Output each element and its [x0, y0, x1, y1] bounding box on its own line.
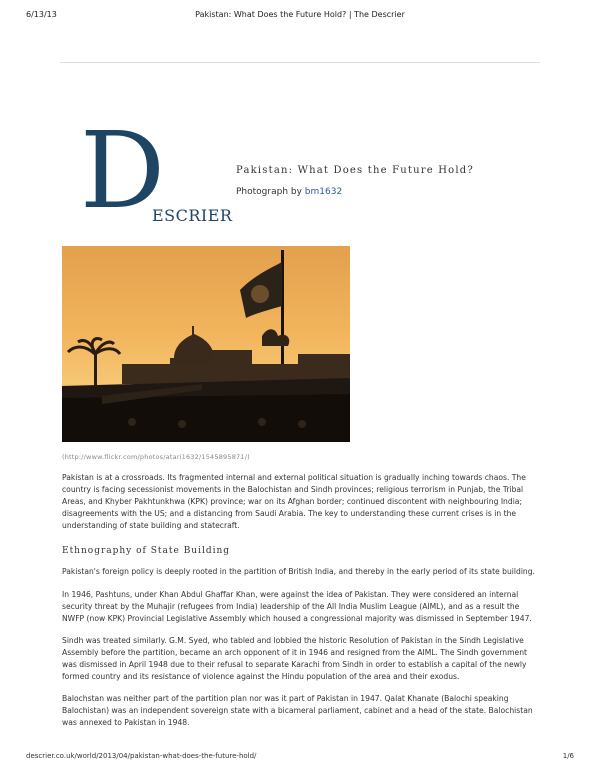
print-url: descrier.co.uk/world/2013/04/pakistan-what-does-the-future-hold/	[26, 752, 257, 760]
paragraph-4: Sindh was treated similarly. G.M. Syed, who tabled and lobbied the historic Resolution of Pakistan in the Sindh Legislative Assembly before the partition, became an arch opponent of it in 1946 and resigned from the AIML. The Sindh government was dismissed in April 1948 due to their refusal to separate Karachi from Sindh in order to establish a capital of the newly formed country and its resistance of violence against the Hindu population of the area and their exodus.	[62, 636, 527, 681]
article-photo	[62, 246, 350, 442]
section-heading: Ethnography of State Building	[62, 546, 231, 556]
header-divider	[60, 62, 540, 63]
article-title: Pakistan: What Does the Future Hold?	[236, 165, 474, 176]
paragraph-5: Balochstan was neither part of the partition plan nor was it part of Pakistan in 1947. Qalat Khanate (Balochi speaking Balochistan) was an independent sovereign state with a bicameral parliament, cabinet and a head of the state. Balochistan was annexed to Pakistan in 1948.	[62, 694, 533, 727]
page-number: 1/6	[562, 752, 574, 760]
photo-credit-prefix: Photograph by	[236, 187, 305, 197]
paragraph-2: Pakistan's foreign policy is deeply rooted in the partition of British India, and thereby in the early period of its state building.	[62, 567, 535, 576]
flag-silhouette-photo	[62, 246, 350, 442]
photo-source-caption[interactable]: (http://www.flickr.com/photos/atari1632/1545895871/)	[62, 453, 250, 461]
photo-author-link[interactable]: bm1632	[304, 187, 343, 197]
paragraph-3: In 1946, Pashtuns, under Khan Abdul Ghaffar Khan, were against the idea of Pakistan. They were considered an internal security threat by the Muhajir (refugees from India) leadership of the All India Muslim League (AIML), and as a result the NWFP (now KPK) Provincial Legislative Assembly which housed a congressional majority was dismissed in September 1947.	[62, 590, 532, 623]
descrier-logo[interactable]	[80, 109, 233, 232]
print-date: 6/13/13	[26, 10, 57, 19]
print-page-title: Pakistan: What Does the Future Hold? | The Descrier	[195, 10, 405, 19]
paragraph-1: Pakistan is at a crossroads. Its fragmented internal and external political situation is gradually inching towards chaos. The country is facing secessionist movements in the Balochistan and Sindh provinces; religious terrorism in Punjab, the Tribal Areas, and Khyber Pakhtunkhwa (KPK) province; war on its Afghan border; continued discontent with neighbouring India; disagreements with the US; and a distancing from Saudi Arabia. The key to understanding these current crises is in the understanding of state building and statecraft.	[62, 473, 526, 530]
logo-initial: D	[80, 109, 165, 232]
print-footer	[26, 752, 574, 764]
print-header	[26, 10, 574, 24]
photo-credit	[236, 187, 342, 197]
logo-wordmark: ESCRIER	[152, 206, 233, 225]
